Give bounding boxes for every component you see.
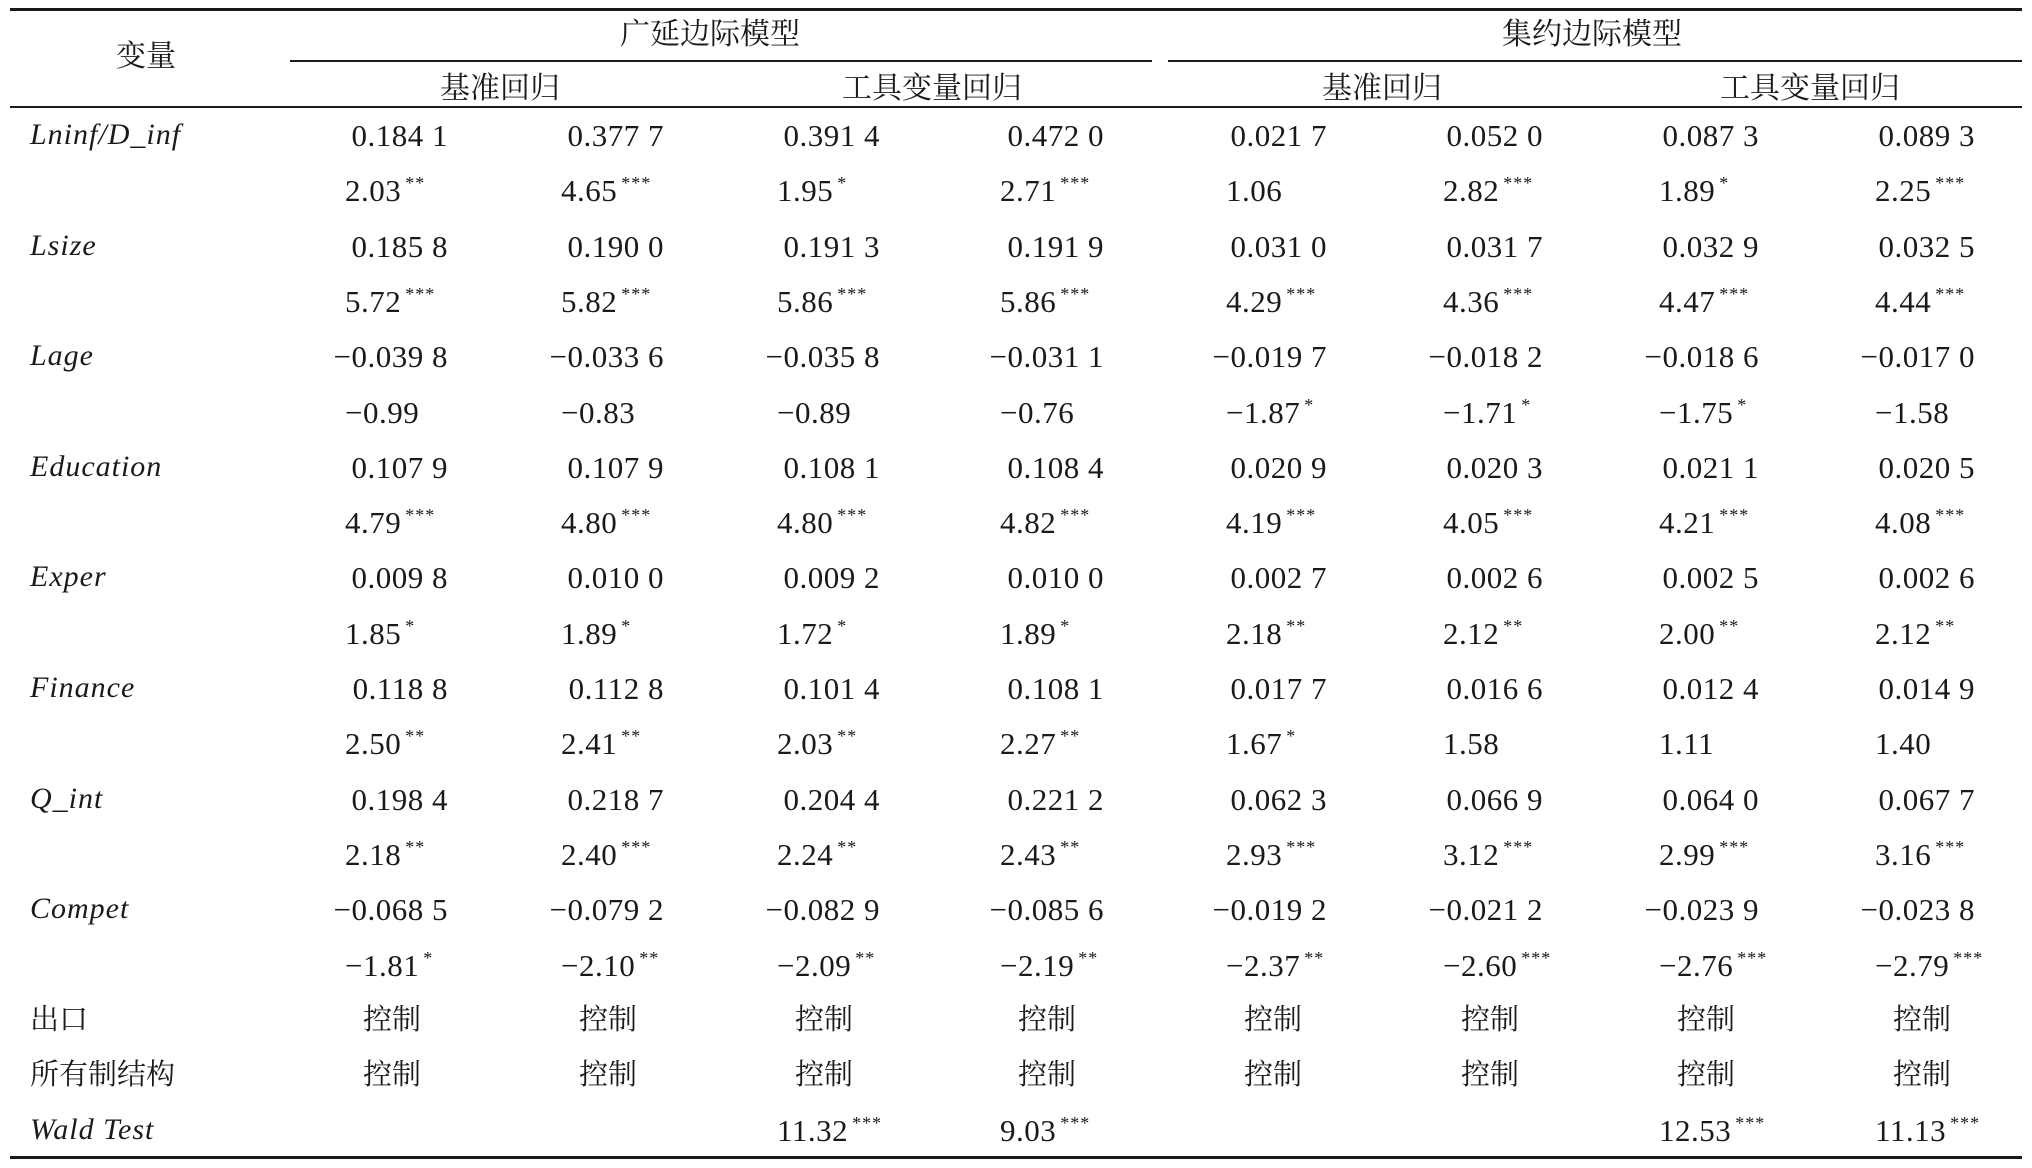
corner-label: 变量	[116, 39, 176, 74]
group-header-extensive: 广延边际模型	[620, 17, 800, 52]
stat-value: 4.08	[1875, 505, 1932, 540]
coef-cell: 0.191 9	[1007, 229, 1104, 264]
significance-stars: ***	[1521, 948, 1552, 968]
significance-stars: ***	[1286, 505, 1317, 525]
coef-cell: −0.082 9	[765, 892, 880, 927]
stat-value: 2.40	[561, 837, 618, 872]
coef-cell: 0.052 0	[1446, 118, 1543, 153]
coef-cell: −0.019 2	[1212, 892, 1327, 927]
wald-cell	[777, 1115, 882, 1146]
wald-cell	[1659, 1115, 1765, 1146]
stat-cell	[777, 728, 857, 759]
stat-cell	[777, 950, 875, 981]
significance-stars: ***	[621, 173, 652, 193]
stat-value: 2.18	[345, 837, 402, 872]
coef-cell: −0.018 2	[1428, 339, 1543, 374]
significance-stars: ***	[852, 1113, 883, 1133]
stat-cell	[777, 397, 855, 428]
coef-cell: 0.032 5	[1878, 229, 1975, 264]
control-cell: 控制	[1677, 1057, 1736, 1091]
control-cell: 控制	[1244, 1057, 1303, 1091]
stat-value: 2.93	[1226, 837, 1283, 872]
group-header-intensive: 集约边际模型	[1502, 17, 1682, 52]
stat-cell	[1659, 286, 1749, 317]
row-label: Education	[30, 450, 163, 483]
stat-value: 4.80	[777, 505, 834, 540]
stat-cell	[561, 175, 651, 206]
control-cell: 控制	[1018, 1057, 1077, 1091]
stat-value: −0.99	[345, 395, 420, 430]
significance-stars: **	[1935, 616, 1956, 636]
stat-cell	[345, 839, 425, 870]
stat-cell	[345, 397, 423, 428]
coef-cell: −0.021 2	[1428, 892, 1543, 927]
stat-cell	[1875, 507, 1965, 538]
stat-cell	[1000, 728, 1080, 759]
stat-value: −0.89	[777, 395, 852, 430]
significance-stars: ***	[1719, 505, 1750, 525]
significance-stars: *	[621, 616, 632, 636]
significance-stars: **	[1304, 948, 1325, 968]
coef-cell: −0.085 6	[989, 892, 1104, 927]
control-cell: 控制	[579, 1002, 638, 1036]
coef-cell: −0.023 8	[1860, 892, 1975, 927]
stat-cell	[1875, 175, 1965, 206]
stat-cell	[561, 507, 651, 538]
header-rule	[10, 106, 2022, 108]
stat-cell	[1875, 397, 1953, 428]
stat-cell	[1000, 950, 1098, 981]
stat-cell	[777, 618, 847, 649]
significance-stars: **	[1503, 616, 1524, 636]
significance-stars: ***	[1719, 284, 1750, 304]
stat-value: 2.43	[1000, 837, 1057, 872]
control-cell: 控制	[579, 1057, 638, 1091]
stat-value: −2.79	[1875, 948, 1950, 983]
stat-value: 1.85	[345, 616, 402, 651]
coef-cell: 0.020 5	[1878, 450, 1975, 485]
significance-stars: **	[1078, 948, 1099, 968]
coef-cell: 0.108 1	[783, 450, 880, 485]
stat-value: 2.41	[561, 726, 618, 761]
significance-stars: ***	[1060, 284, 1091, 304]
stat-cell	[1659, 175, 1729, 206]
stat-value: 2.18	[1226, 616, 1283, 651]
coef-cell: −0.033 6	[549, 339, 664, 374]
significance-stars: **	[1719, 616, 1740, 636]
coef-cell: 0.087 3	[1662, 118, 1759, 153]
coef-cell: 0.108 4	[1007, 450, 1104, 485]
stat-value: −2.76	[1659, 948, 1734, 983]
stat-cell	[1226, 950, 1324, 981]
significance-stars: ***	[405, 284, 436, 304]
coef-cell: 0.112 8	[568, 671, 664, 706]
stat-value: 2.12	[1443, 616, 1500, 651]
significance-stars: ***	[1953, 948, 1984, 968]
coef-cell: 0.190 0	[567, 229, 664, 264]
significance-stars: ***	[837, 505, 868, 525]
significance-stars: ***	[1503, 837, 1534, 857]
stat-value: 4.80	[561, 505, 618, 540]
stat-cell	[1659, 950, 1767, 981]
stat-value: 2.50	[345, 726, 402, 761]
sub-header-baseline-1: 基准回归	[440, 71, 560, 106]
wald-cell	[1875, 1115, 1980, 1146]
row-label: Finance	[30, 671, 136, 704]
stat-value: 2.24	[777, 837, 834, 872]
sub-header-baseline-2: 基准回归	[1322, 71, 1442, 106]
control-cell: 控制	[1018, 1002, 1077, 1036]
stat-value: 1.11	[1659, 726, 1715, 761]
stat-value: 4.44	[1875, 284, 1932, 319]
coef-cell: 0.067 7	[1878, 782, 1975, 817]
significance-stars: **	[1286, 616, 1307, 636]
stat-value: 4.36	[1443, 284, 1500, 319]
significance-stars: ***	[1935, 284, 1966, 304]
control-cell: 控制	[1461, 1057, 1520, 1091]
stat-cell	[345, 286, 435, 317]
stat-value: 1.58	[1443, 726, 1500, 761]
coef-cell: 0.107 9	[567, 450, 664, 485]
coef-cell: −0.017 0	[1860, 339, 1975, 374]
stat-value: 4.29	[1226, 284, 1283, 319]
coef-cell: 0.002 5	[1662, 560, 1759, 595]
stat-cell	[1000, 397, 1078, 428]
significance-stars: ***	[1935, 505, 1966, 525]
row-label: Lsize	[30, 229, 97, 262]
stat-value: −1.87	[1226, 395, 1301, 430]
stat-cell	[1659, 618, 1739, 649]
coef-cell: 0.021 1	[1662, 450, 1759, 485]
stat-value: 4.21	[1659, 505, 1716, 540]
stat-cell	[561, 839, 651, 870]
stat-value: 2.27	[1000, 726, 1057, 761]
stat-value: 4.19	[1226, 505, 1283, 540]
coef-cell: 0.017 7	[1230, 671, 1327, 706]
coef-cell: 0.002 6	[1878, 560, 1975, 595]
stat-cell	[1659, 507, 1749, 538]
wald-test-label: Wald Test	[30, 1113, 155, 1146]
coef-cell: 0.184 1	[351, 118, 448, 153]
stat-cell	[1443, 728, 1503, 759]
stat-cell	[1875, 728, 1935, 759]
coef-cell: 0.009 2	[783, 560, 880, 595]
stat-cell	[561, 728, 641, 759]
stat-cell	[561, 618, 631, 649]
stat-value: 1.89	[1000, 616, 1057, 651]
stat-cell	[345, 950, 433, 981]
stat-cell	[1226, 839, 1316, 870]
row-label: Lninf/D_inf	[30, 118, 182, 151]
stat-value: −1.58	[1875, 395, 1950, 430]
significance-stars: *	[1304, 395, 1315, 415]
stat-value: 2.71	[1000, 173, 1057, 208]
significance-stars: *	[1719, 173, 1730, 193]
stat-value: −2.60	[1443, 948, 1518, 983]
stat-cell	[1443, 175, 1533, 206]
coef-cell: 0.062 3	[1230, 782, 1327, 817]
control-row-label: 所有制结构	[30, 1057, 176, 1091]
stat-value: 2.00	[1659, 616, 1716, 651]
stat-value: 4.79	[345, 505, 402, 540]
significance-stars: ***	[621, 284, 652, 304]
stat-value: −1.71	[1443, 395, 1518, 430]
significance-stars: ***	[1935, 837, 1966, 857]
significance-stars: **	[837, 726, 858, 746]
coef-cell: −0.068 5	[333, 892, 448, 927]
coef-cell: 0.218 7	[567, 782, 664, 817]
coef-cell: 0.031 0	[1230, 229, 1327, 264]
significance-stars: **	[1060, 726, 1081, 746]
coef-cell: 0.020 3	[1446, 450, 1543, 485]
stat-cell	[345, 175, 425, 206]
stat-value: 1.89	[561, 616, 618, 651]
stat-value: 2.03	[777, 726, 834, 761]
coef-cell: 0.010 0	[1007, 560, 1104, 595]
coef-cell: 0.009 8	[351, 560, 448, 595]
stat-cell	[1226, 618, 1306, 649]
stat-cell	[345, 507, 435, 538]
stat-value: 4.05	[1443, 505, 1500, 540]
stat-value: 3.12	[1443, 837, 1500, 872]
sub-header-iv-1: 工具变量回归	[842, 71, 1022, 106]
stat-cell	[1000, 507, 1090, 538]
significance-stars: ***	[1503, 173, 1534, 193]
significance-stars: ***	[1935, 173, 1966, 193]
stat-value: 4.47	[1659, 284, 1716, 319]
stat-value: 5.82	[561, 284, 618, 319]
stat-value: 1.95	[777, 173, 834, 208]
significance-stars: *	[837, 616, 848, 636]
stat-cell	[1226, 175, 1286, 206]
coef-cell: 0.185 8	[351, 229, 448, 264]
significance-stars: *	[405, 616, 416, 636]
stat-value: 1.89	[1659, 173, 1716, 208]
stat-cell	[1226, 728, 1296, 759]
row-label: Q_int	[30, 782, 104, 815]
stat-value: 12.53	[1659, 1113, 1732, 1148]
coef-cell: 0.014 9	[1878, 671, 1975, 706]
stat-cell	[561, 397, 639, 428]
significance-stars: **	[405, 173, 426, 193]
control-cell: 控制	[1893, 1057, 1952, 1091]
top-rule	[10, 8, 2022, 11]
significance-stars: **	[621, 726, 642, 746]
coef-cell: 0.021 7	[1230, 118, 1327, 153]
coef-cell: 0.012 4	[1662, 671, 1759, 706]
coef-cell: −0.019 7	[1212, 339, 1327, 374]
stat-cell	[1000, 839, 1080, 870]
stat-value: 1.40	[1875, 726, 1932, 761]
significance-stars: *	[1737, 395, 1748, 415]
stat-value: 5.72	[345, 284, 402, 319]
coef-cell: 0.020 9	[1230, 450, 1327, 485]
coef-cell: 0.032 9	[1662, 229, 1759, 264]
row-label: Lage	[30, 339, 94, 372]
control-cell: 控制	[1893, 1002, 1952, 1036]
significance-stars: **	[1060, 837, 1081, 857]
sub-header-iv-2: 工具变量回归	[1720, 71, 1900, 106]
coef-cell: 0.002 7	[1230, 560, 1327, 595]
stat-cell	[561, 286, 651, 317]
significance-stars: ***	[837, 284, 868, 304]
stat-cell	[1443, 397, 1531, 428]
stat-cell	[345, 728, 425, 759]
stat-cell	[1443, 839, 1533, 870]
stat-cell	[345, 618, 415, 649]
coef-cell: −0.023 9	[1644, 892, 1759, 927]
stat-cell	[561, 950, 659, 981]
stat-value: 1.67	[1226, 726, 1283, 761]
coef-cell: 0.108 1	[1007, 671, 1104, 706]
group-underline-right	[1168, 60, 2022, 62]
bottom-rule	[10, 1156, 2022, 1159]
coef-cell: 0.107 9	[351, 450, 448, 485]
stat-value: −0.76	[1000, 395, 1075, 430]
significance-stars: ***	[1060, 1113, 1091, 1133]
control-cell: 控制	[363, 1057, 422, 1091]
significance-stars: ***	[1719, 837, 1750, 857]
stat-value: −1.75	[1659, 395, 1734, 430]
control-cell: 控制	[1461, 1002, 1520, 1036]
stat-value: 5.86	[1000, 284, 1057, 319]
coef-cell: 0.204 4	[783, 782, 880, 817]
control-cell: 控制	[795, 1002, 854, 1036]
significance-stars: ***	[1286, 837, 1317, 857]
stat-cell	[1000, 618, 1070, 649]
coef-cell: 0.031 7	[1446, 229, 1543, 264]
coef-cell: 0.391 4	[783, 118, 880, 153]
coef-cell: 0.010 0	[567, 560, 664, 595]
row-label: Exper	[30, 560, 107, 593]
control-cell: 控制	[1677, 1002, 1736, 1036]
stat-value: −0.83	[561, 395, 636, 430]
significance-stars: **	[855, 948, 876, 968]
coef-cell: 0.064 0	[1662, 782, 1759, 817]
significance-stars: *	[1286, 726, 1297, 746]
stat-cell	[1659, 397, 1747, 428]
stat-value: −2.37	[1226, 948, 1301, 983]
stat-cell	[777, 839, 857, 870]
significance-stars: ***	[405, 505, 436, 525]
significance-stars: ***	[621, 505, 652, 525]
stat-cell	[1000, 286, 1090, 317]
stat-cell	[1443, 507, 1533, 538]
stat-value: −1.81	[345, 948, 420, 983]
significance-stars: *	[1521, 395, 1532, 415]
stat-value: 11.13	[1875, 1113, 1947, 1148]
stat-cell	[1659, 839, 1749, 870]
stat-value: 9.03	[1000, 1113, 1057, 1148]
stat-cell	[1875, 839, 1965, 870]
stat-cell	[777, 286, 867, 317]
stat-cell	[1443, 286, 1533, 317]
stat-value: −2.19	[1000, 948, 1075, 983]
stat-value: 5.86	[777, 284, 834, 319]
significance-stars: ***	[1060, 173, 1091, 193]
stat-value: −2.10	[561, 948, 636, 983]
coef-cell: 0.221 2	[1007, 782, 1104, 817]
significance-stars: **	[837, 837, 858, 857]
significance-stars: ***	[1503, 505, 1534, 525]
row-label: Compet	[30, 892, 130, 925]
stat-value: 4.65	[561, 173, 618, 208]
coef-cell: 0.089 3	[1878, 118, 1975, 153]
stat-cell	[1443, 618, 1523, 649]
stat-cell	[1226, 397, 1314, 428]
coef-cell: −0.031 1	[989, 339, 1104, 374]
control-row-label: 出口	[30, 1002, 89, 1036]
significance-stars: **	[405, 837, 426, 857]
significance-stars: **	[405, 726, 426, 746]
significance-stars: ***	[1737, 948, 1768, 968]
stat-cell	[1659, 728, 1718, 759]
coef-cell: 0.472 0	[1007, 118, 1104, 153]
significance-stars: ***	[621, 837, 652, 857]
coef-cell: 0.118 8	[352, 671, 448, 706]
control-cell: 控制	[795, 1057, 854, 1091]
significance-stars: *	[1060, 616, 1071, 636]
wald-cell	[1000, 1115, 1090, 1146]
significance-stars: ***	[1286, 284, 1317, 304]
group-underline-left	[290, 60, 1152, 62]
stat-value: 2.03	[345, 173, 402, 208]
stat-cell	[1875, 286, 1965, 317]
coef-cell: 0.377 7	[567, 118, 664, 153]
coef-cell: 0.191 3	[783, 229, 880, 264]
significance-stars: ***	[1735, 1113, 1766, 1133]
significance-stars: *	[837, 173, 848, 193]
stat-cell	[777, 175, 847, 206]
significance-stars: *	[423, 948, 434, 968]
stat-value: 11.32	[777, 1113, 849, 1148]
stat-value: 2.25	[1875, 173, 1932, 208]
stat-value: 2.82	[1443, 173, 1500, 208]
coef-cell: 0.002 6	[1446, 560, 1543, 595]
stat-cell	[1226, 507, 1316, 538]
coef-cell: −0.039 8	[333, 339, 448, 374]
coef-cell: −0.079 2	[549, 892, 664, 927]
control-cell: 控制	[363, 1002, 422, 1036]
coef-cell: 0.066 9	[1446, 782, 1543, 817]
stat-cell	[777, 507, 867, 538]
significance-stars: ***	[1950, 1113, 1981, 1133]
stat-cell	[1443, 950, 1551, 981]
coef-cell: −0.035 8	[765, 339, 880, 374]
stat-cell	[1226, 286, 1316, 317]
stat-cell	[1875, 950, 1983, 981]
significance-stars: **	[639, 948, 660, 968]
coef-cell: 0.016 6	[1446, 671, 1543, 706]
significance-stars: ***	[1503, 284, 1534, 304]
stat-value: 3.16	[1875, 837, 1932, 872]
stat-value: 2.99	[1659, 837, 1716, 872]
significance-stars: ***	[1060, 505, 1091, 525]
coef-cell: −0.018 6	[1644, 339, 1759, 374]
stat-value: 2.12	[1875, 616, 1932, 651]
coef-cell: 0.101 4	[783, 671, 880, 706]
control-cell: 控制	[1244, 1002, 1303, 1036]
coef-cell: 0.198 4	[351, 782, 448, 817]
stat-value: 1.06	[1226, 173, 1283, 208]
stat-value: 1.72	[777, 616, 834, 651]
stat-value: 4.82	[1000, 505, 1057, 540]
stat-cell	[1000, 175, 1090, 206]
stat-value: −2.09	[777, 948, 852, 983]
stat-cell	[1875, 618, 1955, 649]
